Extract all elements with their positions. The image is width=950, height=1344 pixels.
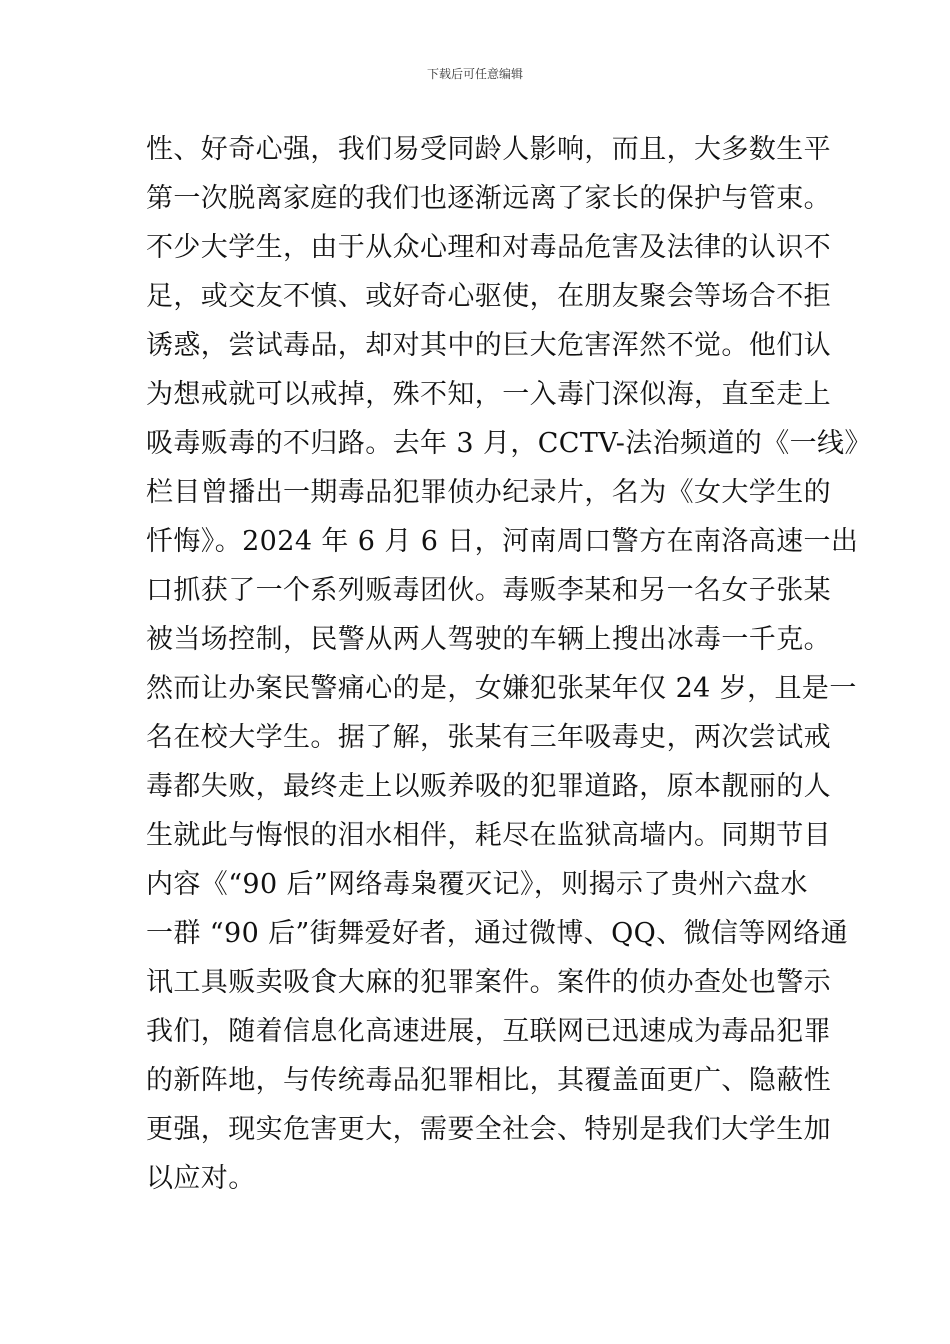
text-line: 性、好奇心强，我们易受同龄人影响，而且，大多数生平 (146, 134, 831, 165)
text-line: 口抓获了一个系列贩毒团伙。毒贩李某和另一名女子张某 (146, 575, 831, 606)
text-line: 栏目曾播出一期毒品犯罪侦办纪录片，名为《女大学生的 (146, 477, 831, 508)
text-line: 被当场控制，民警从两人驾驶的车辆上搜出冰毒一千克。 (146, 624, 831, 655)
text-line: 不少大学生，由于从众心理和对毒品危害及法律的认识不 (146, 232, 831, 263)
text-line: 生就此与悔恨的泪水相伴，耗尽在监狱高墙内。同期节目 (146, 820, 831, 851)
text-line: 忏悔》。2024 年 6 月 6 日，河南周口警方在南洛高速一出 (146, 526, 859, 557)
text-line: 吸毒贩毒的不归路。去年 3 月，CCTV-法治频道的《一线》 (146, 428, 872, 459)
text-line: 的新阵地，与传统毒品犯罪相比，其覆盖面更广、隐蔽性 (146, 1065, 831, 1096)
text-line: 以应对。 (146, 1163, 256, 1194)
text-line: 为想戒就可以戒掉，殊不知，一入毒门深似海，直至走上 (146, 379, 831, 410)
text-line: 足，或交友不慎、或好奇心驱使，在朋友聚会等场合不拒 (146, 281, 831, 312)
text-line: 第一次脱离家庭的我们也逐渐远离了家长的保护与管束。 (146, 183, 831, 214)
text-line: 然而让办案民警痛心的是，女嫌犯张某年仅 24 岁，且是一 (146, 673, 857, 704)
text-line: 更强，现实危害更大，需要全社会、特别是我们大学生加 (146, 1114, 831, 1145)
text-line: 名在校大学生。据了解，张某有三年吸毒史，两次尝试戒 (146, 722, 831, 753)
text-line: 诱惑，尝试毒品，却对其中的巨大危害浑然不觉。他们认 (146, 330, 831, 361)
page-header: 下载后可任意编辑 (426, 67, 523, 81)
text-line: 我们，随着信息化高速进展，互联网已迅速成为毒品犯罪 (146, 1016, 831, 1047)
text-line: 毒都失败，最终走上以贩养吸的犯罪道路，原本靓丽的人 (146, 771, 831, 802)
text-line: 讯工具贩卖吸食大麻的犯罪案件。案件的侦办查处也警示 (146, 967, 831, 998)
text-line: 一群 “90 后”街舞爱好者，通过微博、QQ、微信等网络通 (146, 918, 848, 949)
text-line: 内容《“90 后”网络毒枭覆灭记》，则揭示了贵州六盘水 (146, 869, 808, 900)
body-paragraph (146, 125, 872, 1203)
